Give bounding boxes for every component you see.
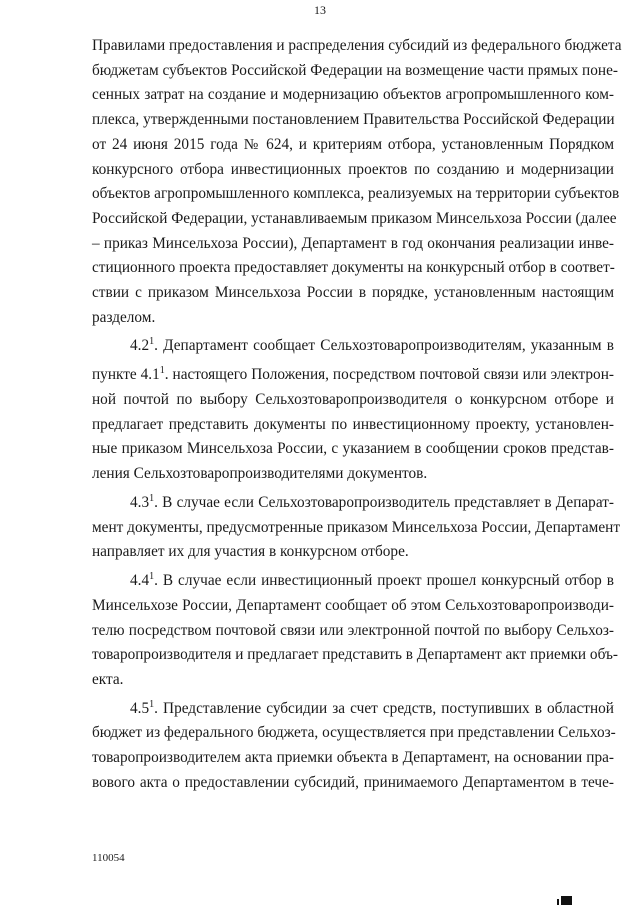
text-line-content: мент документы, предусмотренные приказом Минсельхоза России, Департамент [92,518,621,536]
text-line-continuation: . Департамент сообщает Сельхозтоваропроизводителям, указанным в [154,337,614,355]
text-line-content: от 24 июня 2015 года № 624, и критериям отбора, установленным Порядком [92,135,614,153]
text-line-content: ствии с приказом Минсельхоза России в порядке, установленным настоящим [92,284,614,302]
text-line [92,388,614,413]
text-line [92,540,614,565]
text-line-content: ления Сельхозтоваропроизводителями документов. [92,465,428,483]
text-line [92,59,618,84]
text-line-content: конкурсного отбора инвестиционных проектов по созданию и модернизации [92,160,614,178]
text-line [92,306,614,331]
text-line-content: бюджетам субъектов Российской Федерации на возмещение части прямых поне- [92,61,618,79]
text-line-content: телю посредством почтовой связи или электронной почтой по выбору Сельхоз- [92,621,614,639]
text-line [92,232,614,257]
text-line-continuation: . настоящего Положения, посредством почтовой связи или электрон- [164,366,614,384]
text-line [92,83,614,108]
text-line [92,721,614,746]
text-line [92,594,614,619]
text-line-continuation: . Представление субсидии за счет средств, поступивших в областной [154,699,614,717]
text-line-content: 4.2 [130,337,150,355]
text-line-continuation: . В случае если инвестиционный проект прошел конкурсный отбор в [154,572,614,590]
text-line-content: сенных затрат на создание и модернизацию объектов агропромышленного ком- [92,86,614,104]
text-line-content: – приказ Минсельхоза России), Департамент в год окончания реализации инве- [92,234,614,252]
text-line-content: товаропроизводителя и предлагает представить в Департамент акт приемки объ- [92,646,618,664]
text-line [92,413,614,438]
text-line-content: 4.3 [130,493,150,511]
text-line [92,643,618,668]
text-line-content: Правилами предоставления и распределения субсидий из федерального бюджета [92,37,622,54]
text-line-content: ные приказом Минсельхоза России, с указанием в сообщении сроков представ- [92,440,614,458]
text-line-content: вового акта о предоставлении субсидий, принимаемого Департаментом в тече- [92,773,614,791]
text-line [92,330,614,359]
text-line-content: товаропроизводителем акта приемки объекта в Департамент, на основании пра- [92,749,614,767]
document-code: 110054 [92,852,125,864]
scan-corner-mark [561,896,572,905]
text-line [92,619,614,644]
text-line [92,693,614,722]
text-line-content: направляет их для участия в конкурсном отборе. [92,543,409,561]
superscript-index: 1 [149,492,155,504]
text-line-content: плекса, утвержденными постановлением Правительства Российской Федерации [92,111,615,129]
text-line [92,746,614,771]
text-line-content: 4.4 [130,572,150,590]
superscript-index: 1 [149,571,155,583]
text-line [92,462,614,487]
text-line-content: Российской Федерации, устанавливаемым приказом Минсельхоза России (далее [92,209,617,227]
text-line [92,487,614,516]
text-line-content: предлагает представить документы по инвестиционному проекту, установлен- [92,415,614,433]
superscript-index: 1 [149,336,155,348]
text-line-content: бюджет из федерального бюджета, осуществляется при представлении Сельхоз- [92,724,616,742]
text-line-content: Минсельхозе России, Департамент сообщает об этом Сельхозтоваропроизводи- [92,596,614,614]
text-line-content: стиционного проекта предоставляет документы на конкурсный отбор в соответ- [92,259,615,277]
text-line [92,565,614,594]
superscript-index: 1 [149,698,155,710]
text-line-content: пункте 4.1 [92,366,160,384]
text-line-content: екта. [92,670,124,688]
text-line [92,34,622,59]
text-line [92,771,614,796]
text-line [92,182,620,207]
text-line [92,256,614,281]
text-line [92,158,614,183]
text-line [92,668,614,693]
text-line [92,281,614,306]
text-line-continuation: . В случае если Сельхозтоваропроизводитель представляет в Депарат- [154,493,614,511]
text-line [92,516,621,541]
text-line [92,207,617,232]
document-body [92,34,622,796]
text-line-content: ной почтой по выбору Сельхозтоваропроизводителя о конкурсном отборе и [92,391,614,409]
text-line [92,437,614,462]
superscript-index: 1 [159,365,165,377]
text-line-content: разделом. [92,308,156,326]
text-line [92,359,614,388]
text-line-content: объектов агропромышленного комплекса, реализуемых на территории субъектов [92,185,620,203]
page-number: 13 [314,3,326,17]
text-line [92,133,614,158]
text-line-content: 4.5 [130,699,150,717]
text-line [92,108,614,133]
